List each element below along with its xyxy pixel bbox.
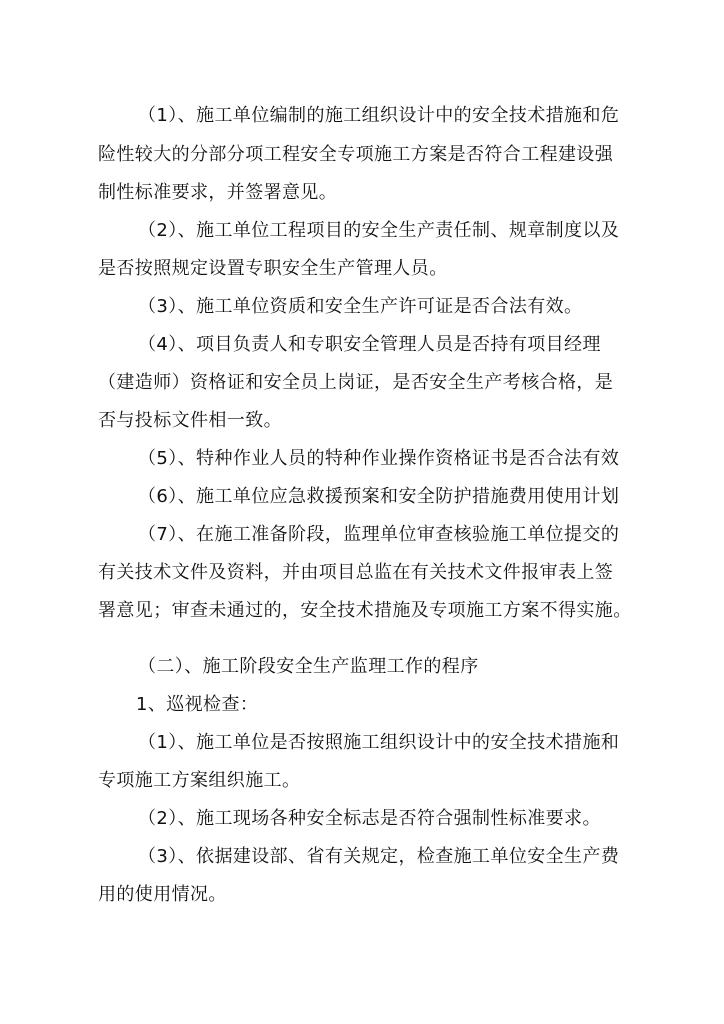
text-line: （2）、施工单位工程项目的安全生产责任制、规章制度以及 (138, 220, 620, 241)
text-line: （建造师）资格证和安全员上岗证，是否安全生产考核合格，是 (98, 372, 614, 393)
text-line: 专项施工方案组织施工。 (98, 770, 301, 791)
text-line: （1）、施工单位是否按照施工组织设计中的安全技术措施和 (138, 732, 620, 753)
text-line: 否与投标文件相一致。 (98, 410, 282, 431)
text-line: （7）、在施工准备阶段，监理单位审查核验施工单位提交的 (138, 524, 620, 545)
text-line: （3）、施工单位资质和安全生产许可证是否合法有效。 (138, 296, 583, 317)
text-line: 用的使用情况。 (98, 884, 227, 905)
text-line: （2）、施工现场各种安全标志是否符合强制性标准要求。 (138, 808, 601, 829)
text-line: （3）、依据建设部、省有关规定，检查施工单位安全生产费 (138, 846, 620, 867)
text-line: （6）、施工单位应急救援预案和安全防护措施费用使用计划 (138, 486, 620, 507)
text-line: 1、巡视检查： (136, 694, 259, 715)
text-line: （1）、施工单位编制的施工组织设计中的安全技术措施和危 (138, 105, 620, 126)
text-line: 险性较大的分部分项工程安全专项施工方案是否符合工程建设强 (98, 144, 614, 165)
text-line: （4）、项目负责人和专职安全管理人员是否持有项目经理 (138, 334, 601, 355)
text-line: （5）、特种作业人员的特种作业操作资格证书是否合法有效 (138, 448, 620, 469)
text-line: 有关技术文件及资料，并由项目总监在有关技术文件报审表上签 (98, 562, 614, 583)
text-line: 署意见；审查未通过的，安全技术措施及专项施工方案不得实施。 (98, 600, 632, 621)
text-line: 是否按照规定设置专职安全生产管理人员。 (98, 258, 448, 279)
text-line: （二）、施工阶段安全生产监理工作的程序 (138, 656, 479, 677)
text-line: 制性标准要求，并签署意见。 (98, 182, 338, 203)
